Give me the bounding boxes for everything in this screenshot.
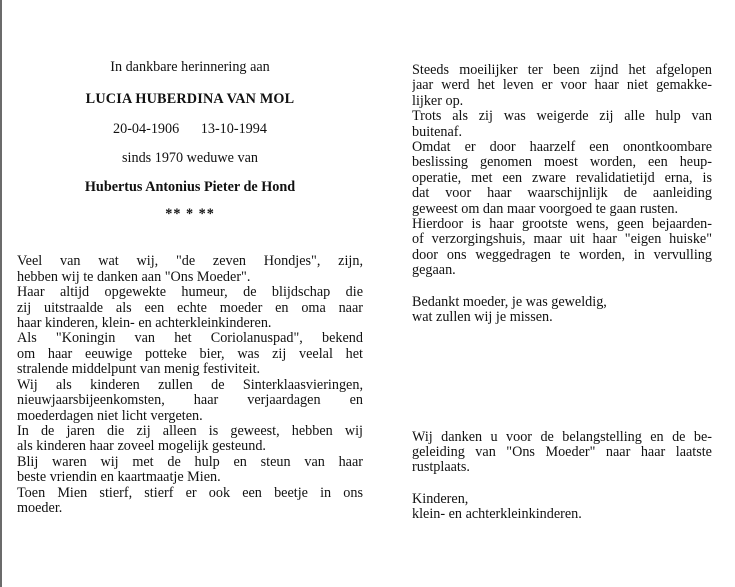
text-line: geweest om dan maar voorgoed te gaan rusten. bbox=[412, 201, 679, 217]
text-line: jaar werd het leven er voor haar niet gemakke- bbox=[412, 78, 712, 94]
text-line: klein- en achterkleinkinderen. bbox=[412, 507, 582, 523]
intro-line: In dankbare herinnering aan bbox=[110, 59, 270, 75]
text-line: geleiding van "Ons Moeder" naar haar laatste bbox=[412, 444, 712, 460]
text-line: moederdagen niet licht vergeten. bbox=[17, 408, 203, 424]
life-dates: 20-04-1906 13-10-1994 bbox=[113, 120, 267, 137]
text-line: buitenaf. bbox=[412, 124, 463, 140]
text-line: Haar altijd opgewekte humeur, de blijdschap die bbox=[17, 285, 363, 301]
text-line: hebben wij te danken aan "Ons Moeder". bbox=[17, 269, 251, 285]
text-line: Wij danken u voor de belangstelling en de be- bbox=[412, 429, 712, 445]
text-line: stralende middelpunt van menig festiviteit. bbox=[17, 362, 261, 378]
signature-text bbox=[412, 492, 712, 523]
text-line: Bedankt moeder, je was geweldig, bbox=[412, 294, 607, 310]
text-line: beslissing genomen moest worden, een heup- bbox=[412, 155, 712, 171]
star-ornament: ** * ** bbox=[165, 206, 215, 223]
text-line: haar kinderen, klein- en achterkleinkinderen. bbox=[17, 316, 272, 332]
text-line: beste vriendin en kaartmaatje Mien. bbox=[17, 470, 221, 486]
text-line: operatie, met een zware revalidatietijd erna, is bbox=[412, 170, 712, 186]
husband-name: Hubertus Antonius Pieter de Hond bbox=[84, 178, 296, 195]
text-line: gegaan. bbox=[412, 263, 456, 279]
text-line: Veel van wat wij, "de zeven Hondjes", zijn, bbox=[17, 254, 363, 270]
right-column bbox=[412, 63, 712, 523]
text-line: Blij waren wij met de hulp en steun van haar bbox=[17, 454, 363, 470]
text-line: Kinderen, bbox=[412, 491, 469, 507]
left-column bbox=[17, 60, 363, 516]
text-line: als kinderen haar zoveel mogelijk gesteund. bbox=[17, 439, 266, 455]
page-edge bbox=[0, 0, 2, 587]
text-line: dat voor haar waarschijnlijk de aanleiding bbox=[412, 186, 712, 202]
thanks-text bbox=[412, 430, 712, 476]
text-line: moeder. bbox=[17, 500, 63, 516]
deceased-name: LUCIA HUBERDINA VAN MOL bbox=[85, 91, 295, 108]
text-line: Wij als kinderen zullen de Sinterklaasvieringen, bbox=[17, 377, 363, 393]
text-line: In de jaren die zij alleen is geweest, hebben wij bbox=[17, 423, 363, 439]
text-line: Toen Mien stierf, stierf er ook een beetje in ons bbox=[17, 485, 363, 501]
widow-since: sinds 1970 weduwe van bbox=[122, 150, 258, 167]
text-line: nieuwjaarsbijeenkomsten, haar verjaardagen en bbox=[17, 393, 363, 409]
text-line: of verzorgingshuis, maar uit haar "eigen huiske" bbox=[412, 232, 712, 248]
text-line: Steeds moeilijker ter been zijnd het afgelopen bbox=[412, 63, 712, 78]
text-line: Hierdoor is haar grootste wens, geen bejaarden- bbox=[412, 217, 712, 233]
farewell-text bbox=[412, 295, 712, 326]
text-line: Trots als zij was weigerde zij alle hulp van bbox=[412, 109, 712, 125]
text-line: wat zullen wij je missen. bbox=[412, 310, 553, 326]
tribute-text bbox=[17, 254, 363, 516]
final-year-text bbox=[412, 63, 712, 279]
text-line: door ons weggedragen te worden, in vervulling bbox=[412, 247, 712, 263]
text-line: om haar eeuwige potteke bier, was zij veelal het bbox=[17, 346, 363, 362]
text-line: Als "Koningin van het Coriolanuspad", bekend bbox=[17, 331, 363, 347]
text-line: zij uitstraalde als een echte moeder en oma naar bbox=[17, 300, 363, 316]
text-line: lijker op. bbox=[412, 93, 464, 109]
memorial-header bbox=[17, 60, 363, 222]
text-line: rustplaats. bbox=[412, 460, 470, 476]
text-line: Omdat er door haarzelf een onontkoombare bbox=[412, 140, 712, 156]
